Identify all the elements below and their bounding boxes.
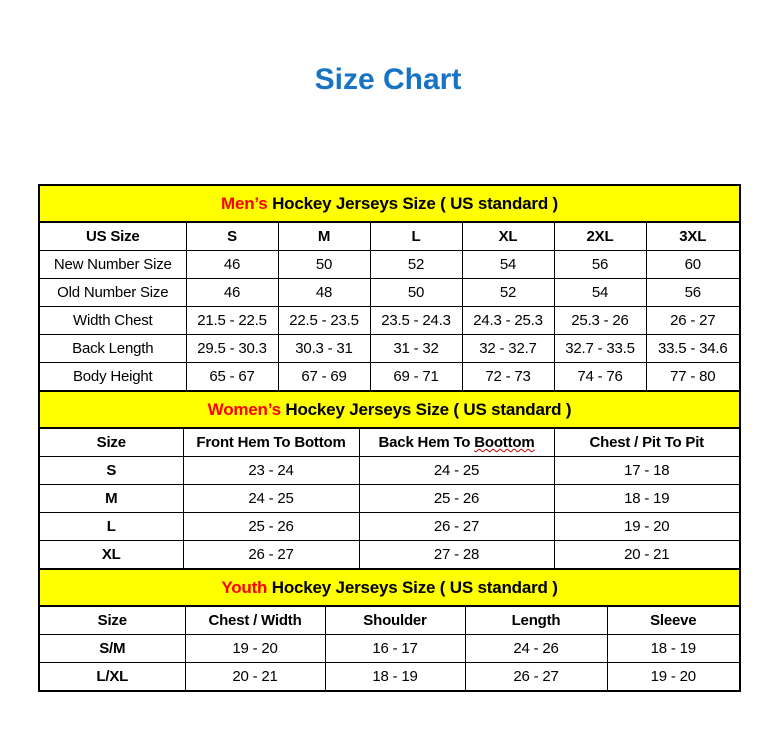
value-cell: 27 - 28 bbox=[359, 541, 554, 569]
header-cell: M bbox=[278, 223, 370, 251]
womens-section-banner bbox=[40, 390, 739, 429]
header-text: Back Hem To bbox=[378, 434, 475, 451]
table-header-row bbox=[40, 607, 739, 635]
youth-banner-highlight: Youth bbox=[221, 578, 268, 597]
value-cell: 21.5 - 22.5 bbox=[186, 307, 278, 335]
header-cell: US Size bbox=[40, 223, 186, 251]
table-header-row bbox=[40, 429, 739, 457]
value-cell: 25 - 26 bbox=[359, 485, 554, 513]
header-cell: Shoulder bbox=[325, 607, 465, 635]
value-cell: 60 bbox=[646, 251, 739, 279]
size-chart-page bbox=[0, 62, 776, 754]
row-label: L/XL bbox=[40, 663, 185, 691]
value-cell: 26 - 27 bbox=[359, 513, 554, 541]
youth-size-table bbox=[40, 607, 739, 690]
value-cell: 50 bbox=[278, 251, 370, 279]
table-row bbox=[40, 663, 739, 691]
row-label: L bbox=[40, 513, 183, 541]
womens-section bbox=[40, 390, 739, 568]
value-cell: 67 - 69 bbox=[278, 363, 370, 391]
table-row bbox=[40, 541, 739, 569]
header-cell: S bbox=[186, 223, 278, 251]
value-cell: 52 bbox=[370, 251, 462, 279]
value-cell: 17 - 18 bbox=[554, 457, 739, 485]
value-cell: 74 - 76 bbox=[554, 363, 646, 391]
mens-banner-highlight: Men’s bbox=[221, 194, 268, 213]
womens-banner-highlight: Women’s bbox=[207, 400, 281, 419]
value-cell: 24 - 25 bbox=[183, 485, 359, 513]
table-row bbox=[40, 279, 739, 307]
value-cell: 29.5 - 30.3 bbox=[186, 335, 278, 363]
youth-banner-text: Hockey Jerseys Size ( US standard ) bbox=[267, 578, 558, 597]
value-cell: 30.3 - 31 bbox=[278, 335, 370, 363]
value-cell: 25 - 26 bbox=[183, 513, 359, 541]
row-label: M bbox=[40, 485, 183, 513]
value-cell: 19 - 20 bbox=[554, 513, 739, 541]
table-row bbox=[40, 363, 739, 391]
header-cell: L bbox=[370, 223, 462, 251]
value-cell: 20 - 21 bbox=[185, 663, 325, 691]
value-cell: 50 bbox=[370, 279, 462, 307]
mens-size-table bbox=[40, 223, 739, 390]
value-cell: 23.5 - 24.3 bbox=[370, 307, 462, 335]
value-cell: 18 - 19 bbox=[325, 663, 465, 691]
value-cell: 56 bbox=[554, 251, 646, 279]
value-cell: 25.3 - 26 bbox=[554, 307, 646, 335]
value-cell: 69 - 71 bbox=[370, 363, 462, 391]
value-cell: 19 - 20 bbox=[607, 663, 739, 691]
value-cell: 16 - 17 bbox=[325, 635, 465, 663]
value-cell: 32 - 32.7 bbox=[462, 335, 554, 363]
value-cell: 19 - 20 bbox=[185, 635, 325, 663]
row-label: XL bbox=[40, 541, 183, 569]
table-row bbox=[40, 307, 739, 335]
row-label: S bbox=[40, 457, 183, 485]
value-cell: 77 - 80 bbox=[646, 363, 739, 391]
value-cell: 46 bbox=[186, 251, 278, 279]
table-row bbox=[40, 335, 739, 363]
youth-section-banner bbox=[40, 568, 739, 607]
value-cell: 52 bbox=[462, 279, 554, 307]
table-row bbox=[40, 485, 739, 513]
mens-banner-text: Hockey Jerseys Size ( US standard ) bbox=[267, 194, 558, 213]
header-cell: Front Hem To Bottom bbox=[183, 429, 359, 457]
table-row bbox=[40, 251, 739, 279]
value-cell: 72 - 73 bbox=[462, 363, 554, 391]
value-cell: 26 - 27 bbox=[183, 541, 359, 569]
value-cell: 22.5 - 23.5 bbox=[278, 307, 370, 335]
header-cell: Chest / Pit To Pit bbox=[554, 429, 739, 457]
header-cell: Size bbox=[40, 607, 185, 635]
value-cell: 20 - 21 bbox=[554, 541, 739, 569]
mens-section-banner bbox=[40, 186, 739, 223]
header-cell: XL bbox=[462, 223, 554, 251]
value-cell: 18 - 19 bbox=[607, 635, 739, 663]
womens-size-table bbox=[40, 429, 739, 568]
table-row bbox=[40, 457, 739, 485]
value-cell: 24 - 25 bbox=[359, 457, 554, 485]
size-chart bbox=[38, 184, 741, 692]
value-cell: 33.5 - 34.6 bbox=[646, 335, 739, 363]
value-cell: 23 - 24 bbox=[183, 457, 359, 485]
row-label: S/M bbox=[40, 635, 185, 663]
value-cell: 26 - 27 bbox=[646, 307, 739, 335]
womens-banner-text: Hockey Jerseys Size ( US standard ) bbox=[280, 400, 572, 419]
value-cell: 54 bbox=[554, 279, 646, 307]
table-row bbox=[40, 635, 739, 663]
row-label: Body Height bbox=[40, 363, 186, 391]
header-cell: 3XL bbox=[646, 223, 739, 251]
header-cell: Chest / Width bbox=[185, 607, 325, 635]
value-cell: 26 - 27 bbox=[465, 663, 607, 691]
table-row bbox=[40, 513, 739, 541]
value-cell: 48 bbox=[278, 279, 370, 307]
mens-section bbox=[40, 186, 739, 390]
value-cell: 65 - 67 bbox=[186, 363, 278, 391]
header-cell: Sleeve bbox=[607, 607, 739, 635]
value-cell: 54 bbox=[462, 251, 554, 279]
value-cell: 46 bbox=[186, 279, 278, 307]
page-title: Size Chart bbox=[314, 63, 462, 96]
row-label: Width Chest bbox=[40, 307, 186, 335]
row-label: Old Number Size bbox=[40, 279, 186, 307]
value-cell: 31 - 32 bbox=[370, 335, 462, 363]
row-label: New Number Size bbox=[40, 251, 186, 279]
value-cell: 24.3 - 25.3 bbox=[462, 307, 554, 335]
table-header-row bbox=[40, 223, 739, 251]
header-cell: 2XL bbox=[554, 223, 646, 251]
value-cell: 18 - 19 bbox=[554, 485, 739, 513]
row-label: Back Length bbox=[40, 335, 186, 363]
youth-section bbox=[40, 568, 739, 690]
header-cell bbox=[359, 429, 554, 457]
value-cell: 24 - 26 bbox=[465, 635, 607, 663]
header-cell: Length bbox=[465, 607, 607, 635]
value-cell: 32.7 - 33.5 bbox=[554, 335, 646, 363]
header-cell: Size bbox=[40, 429, 183, 457]
value-cell: 56 bbox=[646, 279, 739, 307]
misspelled-word: Boottom bbox=[474, 434, 535, 451]
